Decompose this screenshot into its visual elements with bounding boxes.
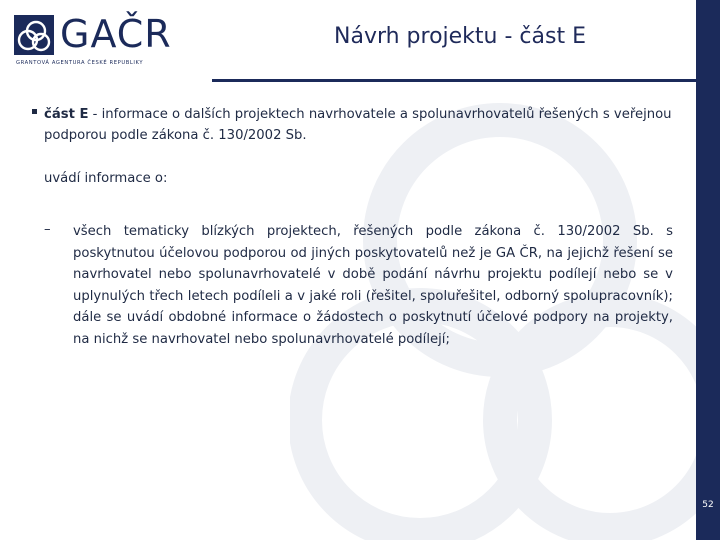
bullet-text: - informace o dalších projektech navrhovatele a spolunavrhovatelů řešených s veřejnou podporou podle zákona č. 130/2002 Sb. [44, 107, 672, 143]
dash-bullet: – [44, 222, 51, 237]
title-underline [212, 79, 696, 82]
gacr-emblem-icon [14, 15, 54, 55]
list-item-text: všech tematicky blízkých projektech, řešených podle zákona č. 130/2002 Sb. s poskytnutou účelovou podporou od jiných poskytovatelů než je GA ČR, na jejichž řešení se navrhovatel nebo spolunavrhovatelé v době podání návrhu projektu podílejí nebo se v uplynulých třech letech podíleli a v jaké roli (řešitel, spoluřešitel, odborný spolupracovník); dále se uvádí obdobné informace o žádostech o poskytnutí účelové podpory na projekty, na nichž se navrhovatel nebo spolunavrhovatelé podílejí; [73, 224, 673, 347]
subheading: uvádí informace o: [44, 171, 168, 186]
page-number: 52 [702, 500, 714, 510]
logo-subtitle: GRANTOVÁ AGENTURA ČESKÉ REPUBLIKY [16, 60, 144, 66]
bullet-bold-lead: část E [44, 107, 89, 122]
right-accent-bar [696, 0, 720, 540]
bullet-paragraph [44, 104, 684, 146]
logo-wordmark: GAČR [60, 12, 172, 56]
gacr-logo [14, 12, 184, 71]
page-title: Návrh projektu - část E [334, 24, 586, 49]
bullet-square-icon [32, 109, 37, 114]
